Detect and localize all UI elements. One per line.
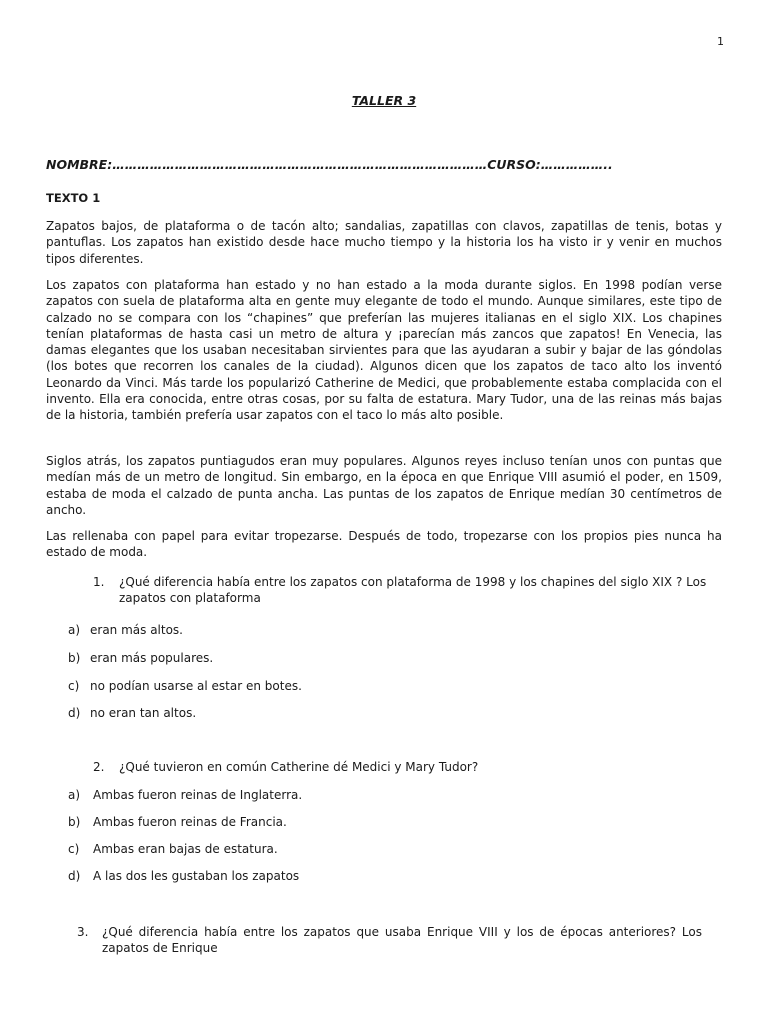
option-letter: b) — [68, 651, 81, 665]
paragraph-4: Las rellenaba con papel para evitar tropezarse. Después de todo, tropezarse con los propios pies nunca ha estado de moda. — [46, 529, 722, 560]
option-letter: d) — [68, 706, 81, 720]
option-text: no podían usarse al estar en botes. — [90, 679, 302, 693]
question-text: ¿Qué diferencia había entre los zapatos que usaba Enrique VIII y los de épocas anteriores? Los zapatos de Enrique — [102, 925, 702, 955]
name-course-line: NOMBRE:………………………………………………………………………………CURSO:…………….. — [46, 157, 613, 172]
question-number: 1. — [93, 575, 105, 589]
option-text: A las dos les gustaban los zapatos — [93, 869, 300, 883]
question-text: ¿Qué diferencia había entre los zapatos con plataforma de 1998 y los chapines del siglo XIX ? Los zapatos con plataforma — [119, 575, 707, 605]
option-letter: c) — [68, 842, 80, 856]
option-letter: a) — [68, 788, 81, 802]
text-heading: TEXTO 1 — [46, 191, 101, 205]
question-number: 3. — [77, 925, 89, 939]
option-text: eran más populares. — [90, 651, 214, 665]
page-number: 1 — [717, 35, 724, 48]
option-letter: d) — [68, 869, 81, 883]
option-text: no eran tan altos. — [90, 706, 197, 720]
page-title: TALLER 3 — [351, 93, 417, 108]
option-letter: a) — [68, 623, 81, 637]
option-text: Ambas fueron reinas de Francia. — [93, 815, 287, 829]
option-text: Ambas fueron reinas de Inglaterra. — [93, 788, 303, 802]
paragraph-3: Siglos atrás, los zapatos puntiagudos eran muy populares. Algunos reyes incluso tenían unos con puntas que medían más de un metro de longitud. Sin embargo, en la época en que Enrique VIII asumió el poder, en 1509, estaba de moda el calzado de punta ancha. Las puntas de los zapatos de Enrique medían 30 centímetros de ancho. — [46, 454, 722, 517]
option-text: eran más altos. — [90, 623, 183, 637]
question-text: ¿Qué tuvieron en común Catherine dé Medici y Mary Tudor? — [119, 760, 479, 774]
option-letter: b) — [68, 815, 81, 829]
paragraph-2: Los zapatos con plataforma han estado y no han estado a la moda durante siglos. En 1998 podían verse zapatos con suela de plataforma alta en gente muy elegante de todo el mundo. Aunque similares, este tipo de calzado no se compara con los “chapines” que preferían las mujeres italianas en el siglo XIX. Los chapines tenían plataformas de hasta casi un metro de altura y ¡parecían más zancos que zapatos! En Venecia, las damas elegantes que los usaban necesitaban sirvientes para que las ayudaran a subir y bajar de las góndolas (los botes que recorren los canales de la ciudad). Algunos dicen que los zapatos de taco alto los inventó Leonardo da Vinci. Más tarde los popularizó Catherine de Medici, que probablemente estaba complacida con el invento. Ella era conocida, entre otras cosas, por su falta de estatura. Mary Tudor, una de las reinas más bajas de la historia, también prefería usar zapatos con el taco lo más alto posible. — [46, 278, 722, 423]
paragraph-1: Zapatos bajos, de plataforma o de tacón alto; sandalias, zapatillas con clavos, zapatillas de tenis, botas y pantuflas. Los zapatos han existido desde hace mucho tiempo y la historia los ha visto ir y venir en muchos tipos diferentes. — [46, 219, 722, 266]
option-text: Ambas eran bajas de estatura. — [93, 842, 278, 856]
option-letter: c) — [68, 679, 80, 693]
question-number: 2. — [93, 760, 105, 774]
